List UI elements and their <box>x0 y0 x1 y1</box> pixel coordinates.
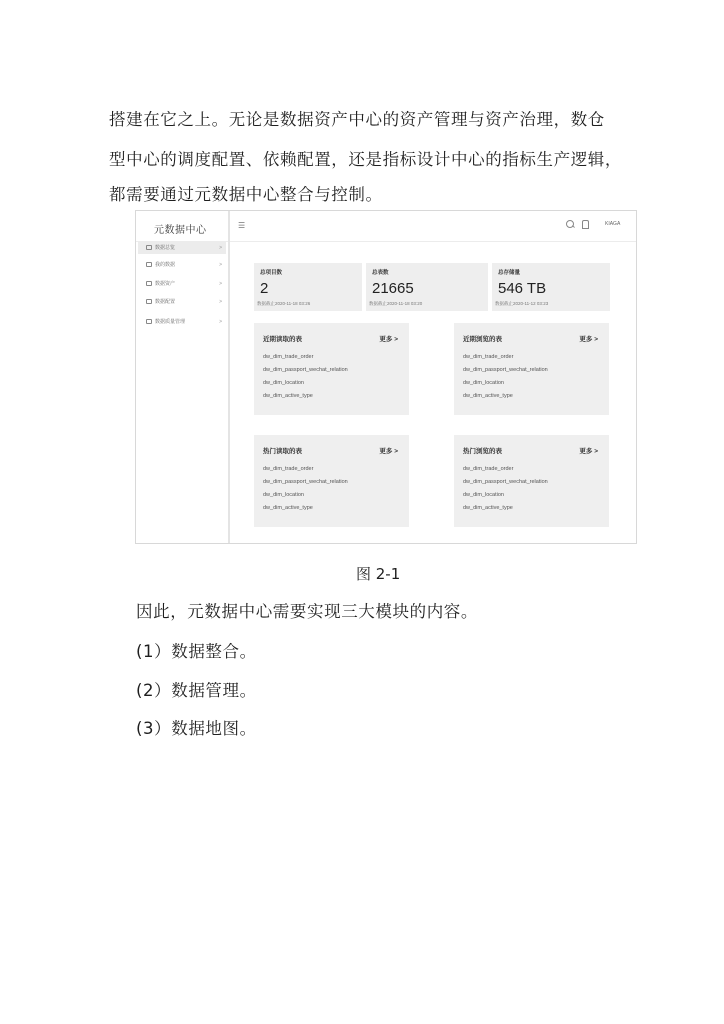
panel-title: 近期读取的表 <box>263 336 302 343</box>
bell-icon[interactable] <box>582 220 589 229</box>
chevron-right-icon: > <box>219 280 222 287</box>
table-link[interactable]: dw_dim_location <box>463 380 504 386</box>
body-paragraph-line-1: 搭建在它之上。无论是数据资产中心的资产管理与资产治理，数仓 <box>109 110 605 129</box>
more-link[interactable]: 更多 > <box>379 448 398 455</box>
table-link[interactable]: dw_dim_location <box>263 380 304 386</box>
table-link[interactable]: dw_dim_passport_wechat_relation <box>463 479 548 485</box>
chevron-right-icon: > <box>219 318 222 325</box>
table-link[interactable]: dw_dim_passport_wechat_relation <box>263 367 348 373</box>
panel-hot-read <box>254 435 409 527</box>
panel-title: 热门浏览的表 <box>463 448 502 455</box>
panel-title: 近期浏览的表 <box>463 336 502 343</box>
menu-icon[interactable]: ☰ <box>238 221 246 230</box>
user-name[interactable]: KIAGA <box>605 221 621 227</box>
monitor-icon <box>146 299 152 304</box>
stat-label: 总项目数 <box>260 270 283 276</box>
brand-title: 元数据中心 <box>154 225 207 236</box>
list-item-3: (3）数据地图。 <box>136 719 257 738</box>
table-link[interactable]: dw_dim_location <box>263 492 304 498</box>
stat-label: 总存储量 <box>498 270 521 276</box>
sidebar-item-label: 我的数据 <box>155 262 176 268</box>
stat-note: 数据截止2020-11-18 03:20 <box>369 301 423 306</box>
sidebar-item-my-data[interactable] <box>138 258 226 271</box>
list-item-1: (1）数据整合。 <box>136 642 257 661</box>
home-icon <box>146 245 152 250</box>
table-link[interactable]: dw_dim_active_type <box>263 505 313 511</box>
table-link[interactable]: dw_dim_active_type <box>263 393 313 399</box>
chevron-right-icon: > <box>219 298 222 305</box>
sidebar-item-config[interactable] <box>138 295 226 308</box>
sidebar-item-label: 数据资产 <box>155 281 176 287</box>
stat-note: 数据截止2020-11-18 03:26 <box>257 301 311 306</box>
shield-icon <box>146 319 152 324</box>
more-link[interactable]: 更多 > <box>579 336 598 343</box>
panel-hot-browse <box>454 435 609 527</box>
table-link[interactable]: dw_dim_location <box>463 492 504 498</box>
list-item-2: (2）数据管理。 <box>136 681 257 700</box>
sidebar-item-label: 数据配置 <box>155 299 176 305</box>
table-link[interactable]: dw_dim_active_type <box>463 393 513 399</box>
sidebar-item-overview[interactable] <box>138 241 226 254</box>
figure-caption: 图 2-1 <box>356 565 401 583</box>
sidebar-item-label: 数据总览 <box>155 245 176 251</box>
stat-value: 21665 <box>372 280 414 297</box>
stat-value: 2 <box>260 280 269 297</box>
sidebar-item-assets[interactable] <box>138 277 226 290</box>
figure-screenshot <box>135 210 637 544</box>
folder-icon <box>146 262 152 267</box>
search-icon[interactable] <box>566 220 574 228</box>
body-paragraph-intro: 因此，元数据中心需要实现三大模块的内容。 <box>136 602 478 621</box>
panel-title: 热门读取的表 <box>263 448 302 455</box>
table-link[interactable]: dw_dim_trade_order <box>463 354 514 360</box>
stat-label: 总表数 <box>372 270 389 276</box>
table-link[interactable]: dw_dim_passport_wechat_relation <box>463 367 548 373</box>
stat-value: 546 TB <box>498 280 547 297</box>
table-link[interactable]: dw_dim_trade_order <box>463 466 514 472</box>
table-link[interactable]: dw_dim_trade_order <box>263 354 314 360</box>
panel-recent-browse <box>454 323 609 415</box>
stat-card-projects <box>254 263 362 311</box>
stat-note: 数据截止2020-11-12 03:23 <box>495 301 549 306</box>
body-paragraph-line-2: 型中心的调度配置、依赖配置，还是指标设计中心的指标生产逻辑， <box>109 150 622 169</box>
table-link[interactable]: dw_dim_passport_wechat_relation <box>263 479 348 485</box>
chevron-right-icon: > <box>219 244 222 251</box>
panel-recent-read <box>254 323 409 415</box>
table-link[interactable]: dw_dim_trade_order <box>263 466 314 472</box>
sidebar-item-label: 数据质量管理 <box>155 319 186 325</box>
more-link[interactable]: 更多 > <box>579 448 598 455</box>
body-paragraph-line-3: 都需要通过元数据中心整合与控制。 <box>109 185 383 204</box>
stat-card-tables <box>366 263 488 311</box>
stat-card-storage <box>492 263 610 311</box>
sidebar-item-quality[interactable] <box>138 315 226 328</box>
chevron-right-icon: > <box>219 261 222 268</box>
sidebar <box>136 211 230 543</box>
table-link[interactable]: dw_dim_active_type <box>463 505 513 511</box>
chart-icon <box>146 281 152 286</box>
more-link[interactable]: 更多 > <box>379 336 398 343</box>
